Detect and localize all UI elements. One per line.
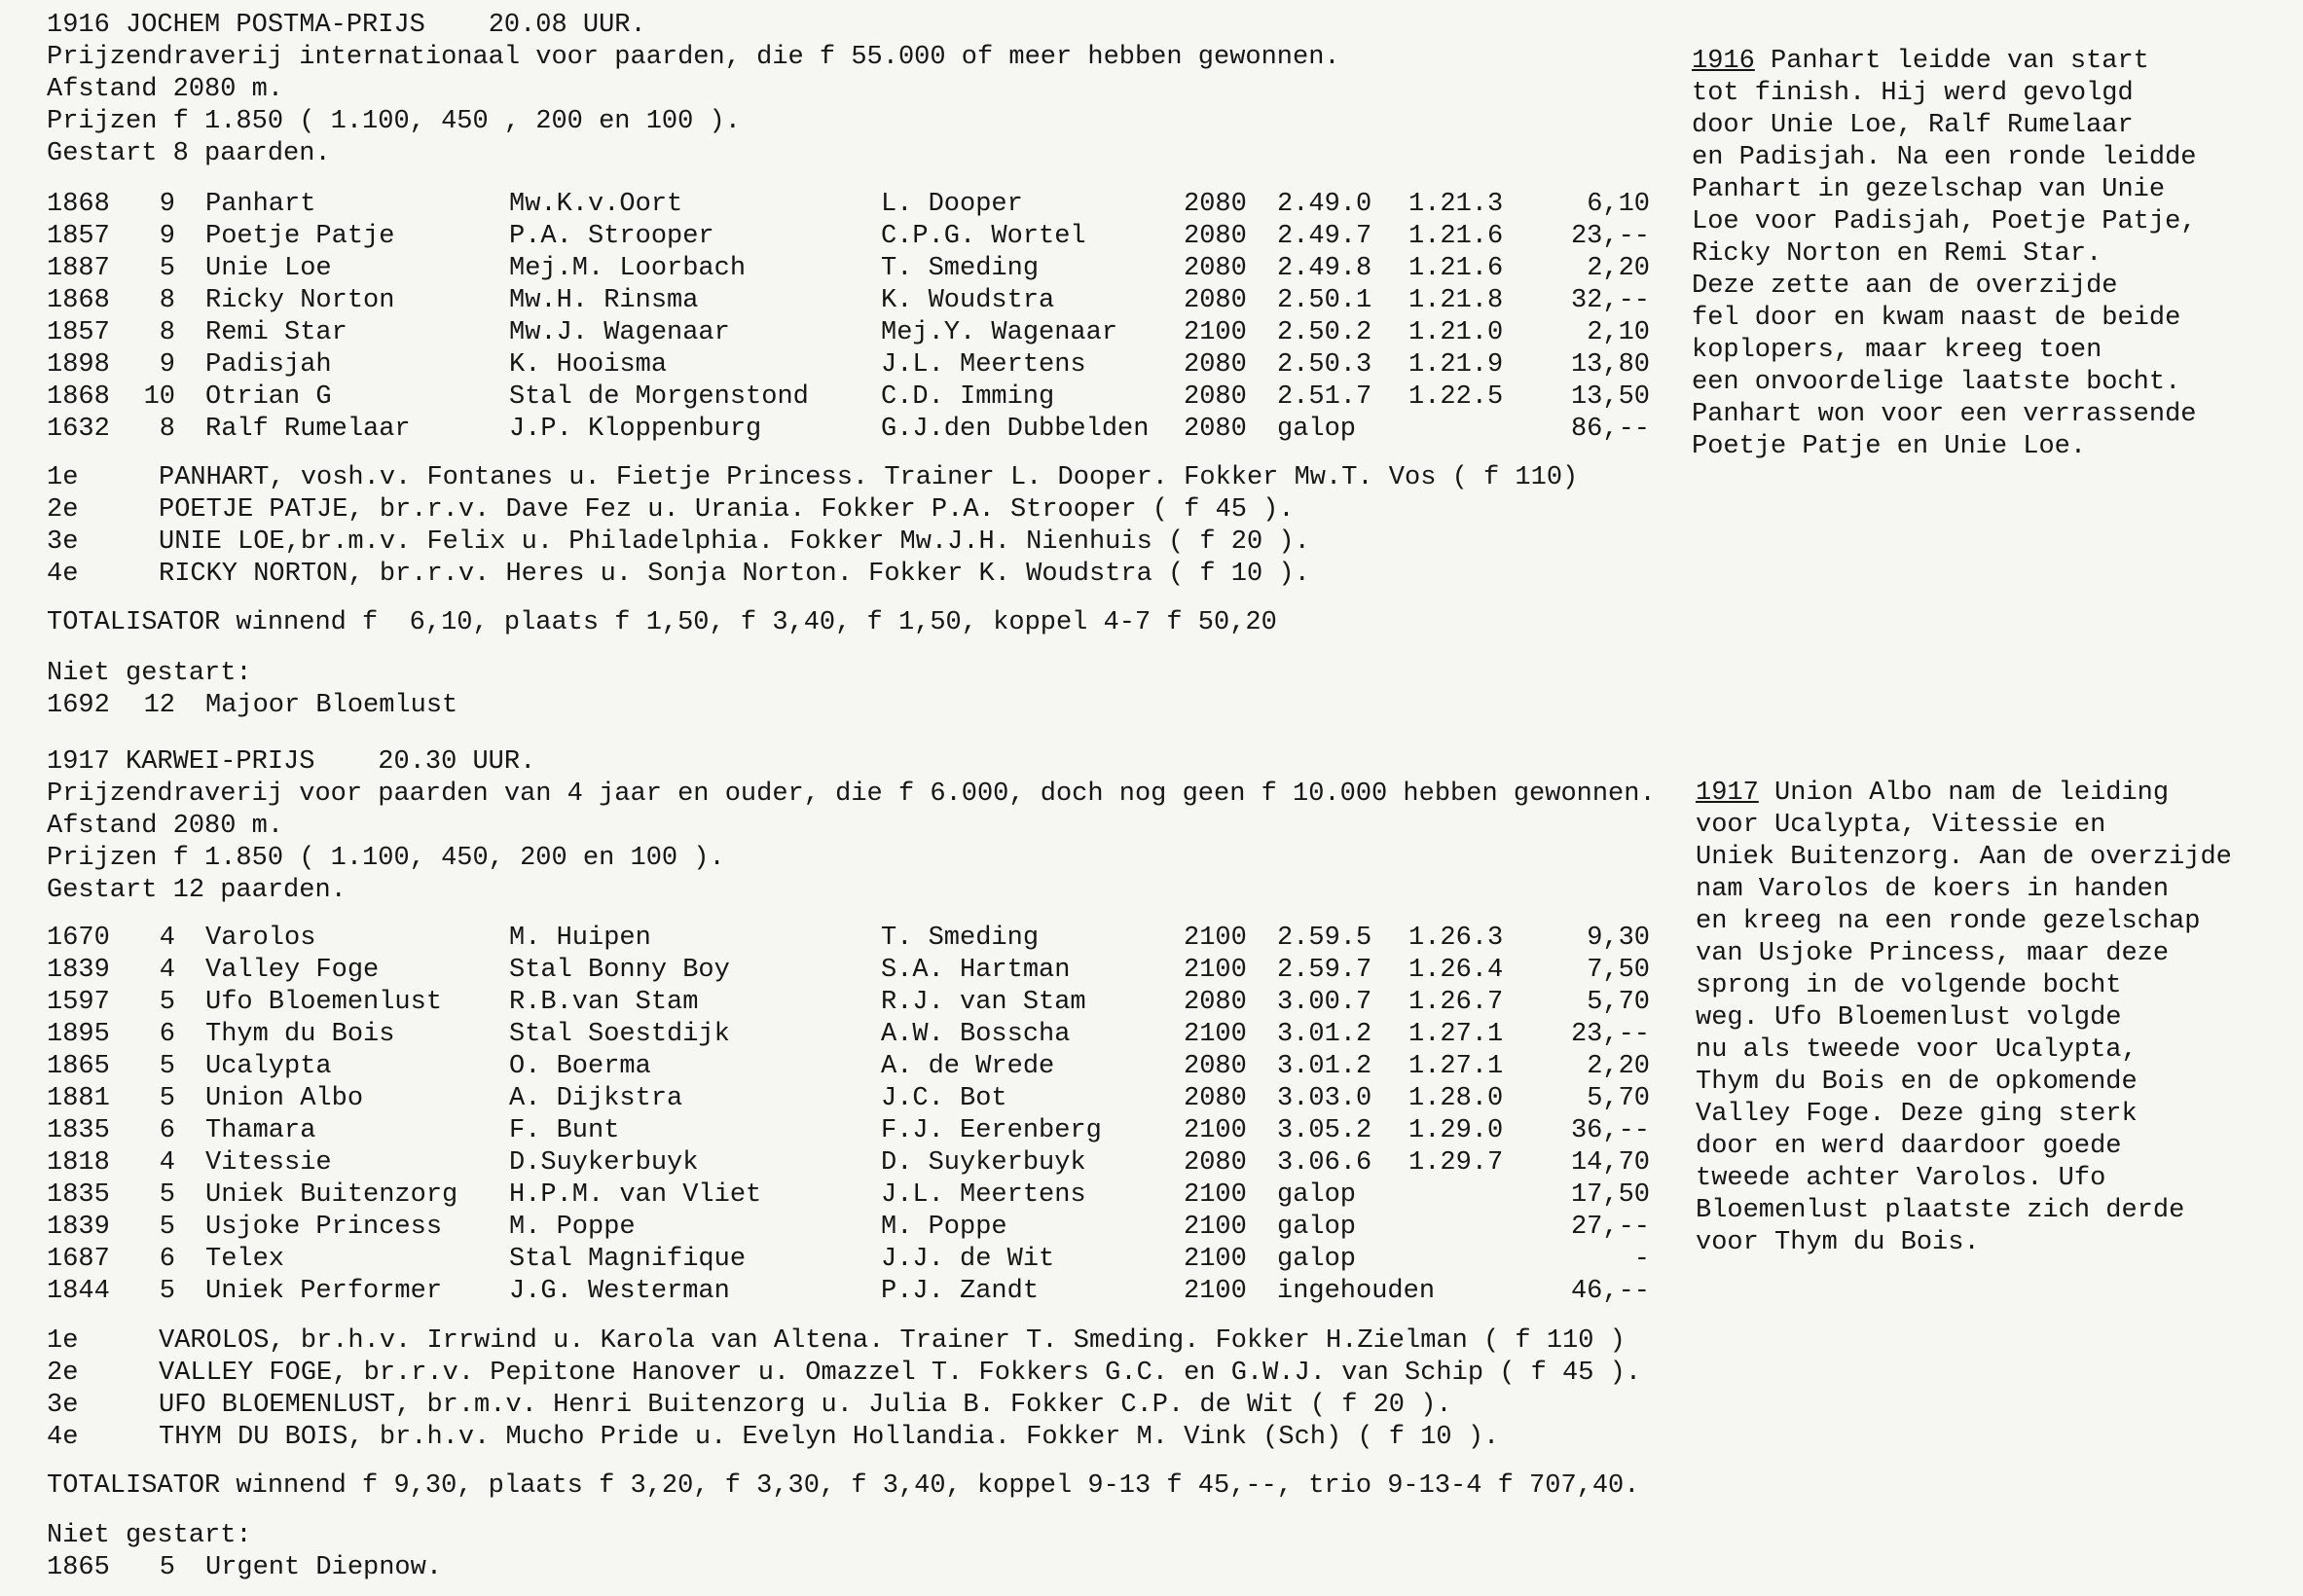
placing-row [0,1358,1674,1390]
placing-rank: 2e [47,1359,79,1388]
table-row [0,189,1674,221]
entry-age: 8 [159,318,175,347]
entry-age: 5 [159,1553,175,1582]
commentary-line: Union Albo nam de leiding [1758,779,2170,808]
race-conditions: Prijzendraverij voor paarden van 4 jaar en ouder, die f 6.000, doch nog geen f 10.000 hebben gewonnen. [47,780,1656,809]
entry-number: 1687 [47,1245,110,1274]
commentary-line: Panhart leidde van start [1754,47,2149,76]
entry-distance: 2080 [1184,1084,1247,1113]
race-conditions: Prijzendraverij internationaal voor paarden, die f 55.000 of meer hebben gewonnen. [47,43,1340,72]
entry-driver: K. Woudstra [881,286,1055,315]
placing-row [0,494,1674,526]
entry-driver: A.W. Bosscha [881,1020,1071,1049]
entry-odds: 46,-- [1570,1277,1650,1306]
commentary-line: voor Thym du Bois. [1696,1228,1980,1257]
entry-km-time: 1.21.3 [1408,190,1504,219]
commentary-line: nam Varolos de koers in handen [1696,875,2170,904]
entry-distance: 2100 [1184,924,1247,953]
entry-number: 1670 [47,924,110,953]
placing-description: UNIE LOE,br.m.v. Felix u. Philadelphia. Fokker Mw.J.H. Nienhuis ( f 20 ). [159,527,1310,557]
entry-driver: G.J.den Dubbelden [881,415,1150,444]
commentary-line: nu als tweede voor Ucalypta, [1696,1035,2138,1065]
entry-number: 1839 [47,956,110,985]
entry-number: 1857 [47,318,110,347]
commentary-line: voor Ucalypta, Vitessie en [1696,811,2106,840]
entry-owner: O. Boerma [509,1052,651,1081]
entry-odds: 5,70 [1587,988,1650,1017]
table-row [0,1019,1674,1051]
entry-odds: - [1633,1245,1650,1274]
entry-number: 1597 [47,988,110,1017]
entry-odds: 32,-- [1570,286,1650,315]
table-row [0,285,1674,317]
entry-age: 6 [159,1116,175,1145]
entry-time: 3.05.2 [1277,1116,1372,1145]
entry-horse: Vitessie [205,1148,332,1178]
entry-odds: 7,50 [1587,956,1650,985]
entry-number: 1865 [47,1052,110,1081]
entry-distance: 2100 [1184,956,1247,985]
entry-odds: 86,-- [1570,415,1650,444]
entry-driver: Mej.Y. Wagenaar [881,318,1118,347]
entry-number: 1865 [47,1553,110,1582]
entry-number: 1839 [47,1213,110,1242]
table-row [0,1115,1674,1147]
placing-row [0,462,1674,494]
commentary-line: en Padisjah. Na een ronde leidde [1692,143,2197,172]
entry-km-time: 1.21.6 [1408,254,1504,283]
placing-rank: 1e [47,1326,79,1356]
placing-rank: 4e [47,1423,79,1452]
entry-horse: Ufo Bloemenlust [205,988,443,1017]
entry-owner: P.A. Strooper [509,222,714,251]
entry-owner: Mw.K.v.Oort [509,190,683,219]
commentary-line: sprong in de volgende bocht [1696,971,2122,1000]
entry-distance: 2080 [1184,1052,1247,1081]
entry-horse: Union Albo [205,1084,364,1113]
table-row [0,923,1674,955]
commentary-race-number: 1916 [1692,47,1755,76]
entry-odds: 13,80 [1570,350,1650,380]
entry-odds: 2,20 [1587,1052,1650,1081]
race-heading: 1916 JOCHEM POSTMA-PRIJS 20.08 UUR. [47,11,646,40]
entry-number: 1881 [47,1084,110,1113]
entry-age: 12 [143,691,175,720]
entry-time: 2.59.5 [1277,924,1372,953]
entry-distance: 2100 [1184,1213,1247,1242]
placing-description: PANHART, vosh.v. Fontanes u. Fietje Princess. Trainer L. Dooper. Fokker Mw.T. Vos ( f 110) [159,463,1579,492]
commentary-line: Uniek Buitenzorg. Aan de overzijde [1696,843,2232,872]
entry-owner: J.P. Kloppenburg [509,415,762,444]
table-row [0,1276,1674,1308]
entry-time: 3.03.0 [1277,1084,1372,1113]
table-row [0,955,1674,987]
entry-age: 5 [159,1277,175,1306]
not-started-row [0,690,1674,722]
table-row [0,1179,1674,1212]
entry-distance: 2100 [1184,1277,1247,1306]
commentary-line: Deze zette aan de overzijde [1692,272,2118,301]
table-row [0,1244,1674,1276]
entry-age: 4 [159,956,175,985]
entry-number: 1868 [47,382,110,412]
entry-horse: Thamara [205,1116,316,1145]
entry-odds: 13,50 [1570,382,1650,412]
placing-description: RICKY NORTON, br.r.v. Heres u. Sonja Norton. Fokker K. Woudstra ( f 10 ). [159,560,1310,589]
entry-distance: 2080 [1184,190,1247,219]
entry-horse: Uniek Performer [205,1277,443,1306]
table-row [0,987,1674,1019]
entry-odds: 6,10 [1587,190,1650,219]
entry-time: 2.50.3 [1277,350,1372,380]
entry-horse: Usjoke Princess [205,1213,443,1242]
entry-horse: Urgent Diepnow. [205,1553,443,1582]
race-commentary [1692,46,2149,78]
entry-horse: Ralf Rumelaar [205,415,411,444]
entry-distance: 2080 [1184,286,1247,315]
commentary-line: en kreeg na een ronde gezelschap [1696,907,2201,936]
table-row [0,1083,1674,1115]
entry-number: 1868 [47,286,110,315]
entry-driver: L. Dooper [881,190,1023,219]
entry-driver: P.J. Zandt [881,1277,1040,1306]
entry-horse: Unie Loe [205,254,332,283]
entry-owner: M. Poppe [509,1213,636,1242]
entry-number: 1818 [47,1148,110,1178]
entry-age: 9 [159,350,175,380]
table-row [0,1051,1674,1083]
entry-distance: 2100 [1184,1245,1247,1274]
entry-horse: Panhart [205,190,316,219]
commentary-line: van Usjoke Princess, maar deze [1696,939,2170,968]
commentary-line: tot finish. Hij werd gevolgd [1692,79,2134,108]
commentary-line: Loe voor Padisjah, Poetje Patje, [1692,207,2197,236]
entry-time: galop [1277,415,1357,444]
table-row [0,253,1674,285]
commentary-race-number: 1917 [1696,779,1759,808]
entry-km-time: 1.26.7 [1408,988,1504,1017]
entry-horse: Ricky Norton [205,286,395,315]
entry-time: 2.51.7 [1277,382,1372,412]
entry-driver: C.D. Imming [881,382,1055,412]
entry-km-time: 1.28.0 [1408,1084,1504,1113]
entry-km-time: 1.21.6 [1408,222,1504,251]
entry-owner: F. Bunt [509,1116,620,1145]
commentary-line: koplopers, maar kreeg toen [1692,336,2102,365]
entry-number: 1692 [47,691,110,720]
entry-horse: Otrian G [205,382,332,412]
entry-distance: 2080 [1184,222,1247,251]
commentary-line: Panhart in gezelschap van Unie [1692,175,2166,204]
entry-distance: 2080 [1184,1148,1247,1178]
table-row [0,221,1674,253]
race-distance: Afstand 2080 m. [47,812,284,841]
placing-rank: 3e [47,527,79,557]
totalisator: TOTALISATOR winnend f 9,30, plaats f 3,20, f 3,30, f 3,40, koppel 9-13 f 45,--, trio 9-13-4 f 707,40. [47,1471,1640,1501]
entry-driver: J.J. de Wit [881,1245,1055,1274]
entry-odds: 5,70 [1587,1084,1650,1113]
not-started-label: Niet gestart: [47,659,252,688]
entry-owner: M. Huipen [509,924,651,953]
entry-age: 4 [159,1148,175,1178]
entry-odds: 23,-- [1570,1020,1650,1049]
entry-owner: Mw.J. Wagenaar [509,318,730,347]
placing-rank: 2e [47,495,79,525]
placing-description: THYM DU BOIS, br.h.v. Mucho Pride u. Evelyn Hollandia. Fokker M. Vink (Sch) ( f 10 ). [159,1423,1500,1452]
entry-owner: A. Dijkstra [509,1084,683,1113]
entry-km-time: 1.29.0 [1408,1116,1504,1145]
entry-km-time: 1.27.1 [1408,1052,1504,1081]
entry-distance: 2100 [1184,318,1247,347]
entry-driver: D. Suykerbuyk [881,1148,1086,1178]
placing-row [0,1390,1674,1422]
commentary-line: Ricky Norton en Remi Star. [1692,239,2102,269]
entry-km-time: 1.26.3 [1408,924,1504,953]
entry-owner: Mw.H. Rinsma [509,286,699,315]
placing-row [0,526,1674,559]
entry-odds: 9,30 [1587,924,1650,953]
table-row [0,414,1674,446]
entry-owner: J.G. Westerman [509,1277,730,1306]
placing-row [0,1422,1674,1454]
entry-km-time: 1.26.4 [1408,956,1504,985]
entry-horse: Thym du Bois [205,1020,395,1049]
entry-horse: Telex [205,1245,285,1274]
placing-description: UFO BLOEMENLUST, br.m.v. Henri Buitenzorg u. Julia B. Fokker C.P. de Wit ( f 20 ). [159,1391,1452,1420]
table-row [0,1212,1674,1244]
placing-row [0,1325,1674,1358]
not-started-label: Niet gestart: [47,1521,252,1550]
entry-horse: Valley Foge [205,956,380,985]
commentary-line: Thym du Bois en de opkomende [1696,1068,2138,1097]
entry-km-time: 1.22.5 [1408,382,1504,412]
entry-number: 1632 [47,415,110,444]
entry-time: galop [1277,1245,1357,1274]
entry-driver: R.J. van Stam [881,988,1086,1017]
commentary-line: tweede achter Varolos. Ufo [1696,1164,2106,1193]
entry-time: 2.49.8 [1277,254,1372,283]
entry-km-time: 1.21.0 [1408,318,1504,347]
entry-time: 2.49.7 [1277,222,1372,251]
race-heading: 1917 KARWEI-PRIJS 20.30 UUR. [47,747,536,777]
entry-number: 1887 [47,254,110,283]
entry-owner: Stal de Morgenstond [509,382,809,412]
entry-owner: K. Hooisma [509,350,668,380]
entry-driver: J.L. Meertens [881,350,1086,380]
entry-owner: R.B.van Stam [509,988,699,1017]
entry-number: 1895 [47,1020,110,1049]
table-row [0,381,1674,414]
entry-age: 8 [159,286,175,315]
entry-age: 9 [159,222,175,251]
entry-odds: 23,-- [1570,222,1650,251]
entry-odds: 2,20 [1587,254,1650,283]
placing-rank: 4e [47,560,79,589]
entry-distance: 2080 [1184,382,1247,412]
entry-odds: 2,10 [1587,318,1650,347]
commentary-line: door Unie Loe, Ralf Rumelaar [1692,111,2134,140]
table-row [0,1147,1674,1179]
entry-number: 1898 [47,350,110,380]
entry-distance: 2080 [1184,350,1247,380]
entry-driver: M. Poppe [881,1213,1007,1242]
entry-time: 3.01.2 [1277,1020,1372,1049]
entry-age: 5 [159,1084,175,1113]
entry-age: 5 [159,988,175,1017]
entry-time: 2.59.7 [1277,956,1372,985]
entry-distance: 2080 [1184,415,1247,444]
entry-odds: 14,70 [1570,1148,1650,1178]
entry-km-time: 1.27.1 [1408,1020,1504,1049]
entry-odds: 17,50 [1570,1180,1650,1210]
entry-time: galop [1277,1180,1357,1210]
entry-distance: 2100 [1184,1180,1247,1210]
entry-horse: Ucalypta [205,1052,332,1081]
entry-age: 5 [159,1052,175,1081]
entry-distance: 2100 [1184,1020,1247,1049]
entry-driver: J.C. Bot [881,1084,1007,1113]
entry-time: 2.50.2 [1277,318,1372,347]
entry-number: 1868 [47,190,110,219]
entry-owner: H.P.M. van Vliet [509,1180,762,1210]
entry-driver: T. Smeding [881,254,1040,283]
commentary-line: Bloemenlust plaatste zich derde [1696,1196,2185,1225]
entry-horse: Remi Star [205,318,347,347]
commentary-line: Valley Foge. Deze ging sterk [1696,1100,2138,1129]
entry-driver: F.J. Eerenberg [881,1116,1102,1145]
race-starters: Gestart 12 paarden. [47,876,347,905]
entry-number: 1857 [47,222,110,251]
placing-row [0,559,1674,591]
entry-driver: J.L. Meertens [881,1180,1086,1210]
entry-number: 1835 [47,1116,110,1145]
entry-time: 3.06.6 [1277,1148,1372,1178]
entry-time: galop [1277,1213,1357,1242]
commentary-line: een onvoordelige laatste bocht. [1692,368,2181,397]
race-commentary [1696,778,2169,810]
entry-age: 5 [159,1213,175,1242]
placing-description: VALLEY FOGE, br.r.v. Pepitone Hanover u. Omazzel T. Fokkers G.C. en G.W.J. van Schip ( f 45 ). [159,1359,1642,1388]
entry-driver: S.A. Hartman [881,956,1071,985]
entry-distance: 2080 [1184,988,1247,1017]
race-prizes: Prijzen f 1.850 ( 1.100, 450 , 200 en 100 ). [47,107,741,136]
entry-age: 6 [159,1245,175,1274]
entry-horse: Padisjah [205,350,332,380]
race-starters: Gestart 8 paarden. [47,139,331,168]
entry-age: 5 [159,254,175,283]
race-distance: Afstand 2080 m. [47,75,284,104]
commentary-line: fel door en kwam naast de beide [1692,304,2181,333]
entry-time: 3.00.7 [1277,988,1372,1017]
entry-odds: 27,-- [1570,1213,1650,1242]
entry-age: 5 [159,1180,175,1210]
commentary-line: door en werd daardoor goede [1696,1132,2122,1161]
placing-description: VAROLOS, br.h.v. Irrwind u. Karola van Altena. Trainer T. Smeding. Fokker H.Zielman ( f 110 ) [159,1326,1626,1356]
commentary-line: Panhart won voor een verrassende [1692,400,2197,429]
entry-horse: Poetje Patje [205,222,395,251]
placing-rank: 3e [47,1391,79,1420]
entry-km-time: 1.21.9 [1408,350,1504,380]
entry-distance: 2100 [1184,1116,1247,1145]
entry-driver: T. Smeding [881,924,1040,953]
entry-odds: 36,-- [1570,1116,1650,1145]
entry-owner: Stal Magnifique [509,1245,747,1274]
entry-distance: 2080 [1184,254,1247,283]
entry-owner: Stal Soestdijk [509,1020,730,1049]
entry-age: 4 [159,924,175,953]
race-prizes: Prijzen f 1.850 ( 1.100, 450, 200 en 100 ). [47,844,725,873]
entry-time: 2.50.1 [1277,286,1372,315]
table-row [0,317,1674,349]
placing-rank: 1e [47,463,79,492]
entry-horse: Uniek Buitenzorg [205,1180,458,1210]
entry-age: 8 [159,415,175,444]
placing-description: POETJE PATJE, br.r.v. Dave Fez u. Urania. Fokker P.A. Strooper ( f 45 ). [159,495,1295,525]
totalisator: TOTALISATOR winnend f 6,10, plaats f 1,50, f 3,40, f 1,50, koppel 4-7 f 50,20 [47,608,1277,637]
commentary-line: weg. Ufo Bloemenlust volgde [1696,1003,2122,1033]
entry-number: 1844 [47,1277,110,1306]
entry-age: 6 [159,1020,175,1049]
entry-owner: Stal Bonny Boy [509,956,730,985]
entry-horse: Majoor Bloemlust [205,691,458,720]
entry-age: 9 [159,190,175,219]
entry-driver: C.P.G. Wortel [881,222,1086,251]
entry-owner: D.Suykerbuyk [509,1148,699,1178]
entry-owner: Mej.M. Loorbach [509,254,747,283]
entry-time: 3.01.2 [1277,1052,1372,1081]
entry-km-time: 1.29.7 [1408,1148,1504,1178]
entry-time: 2.49.0 [1277,190,1372,219]
commentary-line: Poetje Patje en Unie Loe. [1692,432,2087,461]
entry-number: 1835 [47,1180,110,1210]
entry-horse: Varolos [205,924,316,953]
entry-age: 10 [143,382,175,412]
entry-km-time: 1.21.8 [1408,286,1504,315]
entry-time: ingehouden [1277,1277,1436,1306]
table-row [0,349,1674,381]
entry-driver: A. de Wrede [881,1052,1055,1081]
not-started-row [0,1552,1674,1584]
